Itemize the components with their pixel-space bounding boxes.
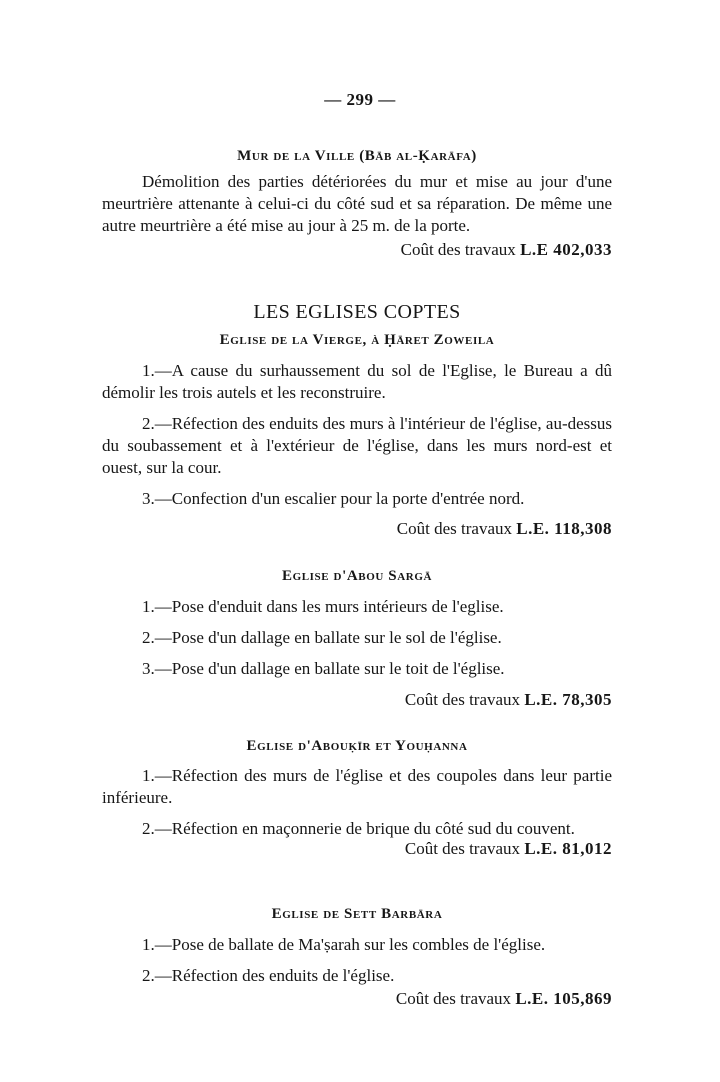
cost-value: L.E 402,033 xyxy=(520,240,612,259)
section-eglise-aboukir xyxy=(102,735,612,860)
list-item: 3.—Confection d'un escalier pour la porte d'entrée nord. xyxy=(142,489,525,508)
section-eglise-sett-barbara xyxy=(102,903,612,1010)
cost-value: L.E. 81,012 xyxy=(524,839,612,858)
cost-label: Coût des travaux xyxy=(396,519,512,538)
list-item: 2.—Réfection des enduits des murs à l'intérieur de l'église, au-dessus du soubassement et à l'extérieur de l'église, dans les murs nord-est et ouest, sur la cour. xyxy=(102,414,612,477)
section-eglise-vierge xyxy=(102,329,612,540)
page-number: — 299 — xyxy=(324,90,396,109)
list-item: 2.—Pose d'un dallage en ballate sur le sol de l'église. xyxy=(142,628,502,647)
list-item: 1.—Réfection des murs de l'église et des coupoles dans leur partie inférieure. xyxy=(102,766,612,807)
section-eglises-coptes xyxy=(102,299,612,325)
cost-label: Coût des travaux xyxy=(400,240,516,259)
list-item: 1.—A cause du surhaussement du sol de l'Eglise, le Bureau a dû démolir les trois autels et les reconstruire. xyxy=(102,361,612,402)
section-title: Mur de la Ville (Bāb al-Ḳarāfa) xyxy=(237,148,477,164)
chapter-title: LES EGLISES COPTES xyxy=(253,301,461,323)
section-title: Eglise de la Vierge, à Ḥāret Zoweila xyxy=(219,332,495,348)
cost-line xyxy=(102,838,612,860)
cost-line xyxy=(102,988,612,1010)
cost-label: Coût des travaux xyxy=(395,989,512,1008)
list-item: 3.—Pose d'un dallage en ballate sur le toit de l'église. xyxy=(142,659,505,678)
section-mur-de-la-ville xyxy=(102,145,612,261)
cost-line xyxy=(102,689,612,711)
section-title: Eglise de Sett Barbāra xyxy=(271,906,443,922)
list-item: 1.—Pose de ballate de Ma'ṣarah sur les combles de l'église. xyxy=(142,935,546,954)
cost-line xyxy=(102,239,612,261)
list-item: 2.—Réfection en maçonnerie de brique du côté sud du couvent. xyxy=(142,819,575,838)
cost-line xyxy=(102,518,612,540)
list-item: 2.—Réfection des enduits de l'église. xyxy=(142,966,395,985)
section-body: Démolition des parties détériorées du mur et mise au jour d'une meurtrière attenante à celui-ci du côté sud et sa réparation. De même une autre meurtrière a été mise au jour à 25 m. de la porte. xyxy=(102,172,612,235)
section-eglise-abou-sarga xyxy=(102,565,612,711)
list-item: 1.—Pose d'enduit dans les murs intérieurs de l'eglise. xyxy=(142,597,504,616)
cost-value: L.E. 118,308 xyxy=(516,519,612,538)
section-title: Eglise d'Abouḳīr et Youḥanna xyxy=(246,738,468,754)
cost-label: Coût des travaux xyxy=(404,839,521,858)
section-title: Eglise d'Abou Sargā xyxy=(281,568,433,584)
cost-label: Coût des travaux xyxy=(404,690,521,709)
cost-value: L.E. 105,869 xyxy=(515,989,612,1008)
cost-value: L.E. 78,305 xyxy=(524,690,612,709)
